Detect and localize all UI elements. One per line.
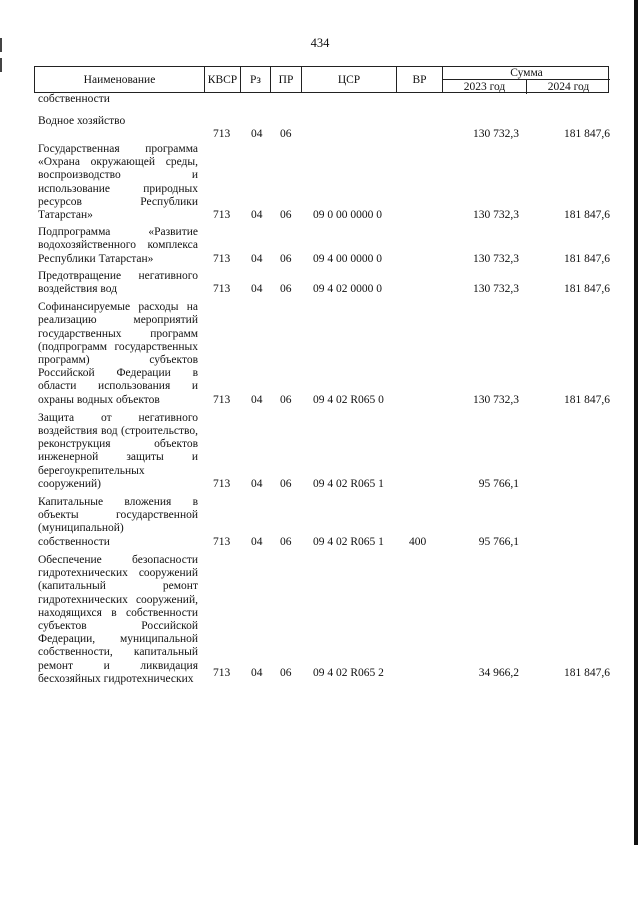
- header-name: Наименование: [35, 67, 205, 92]
- table-row: [0, 270, 640, 296]
- row-name: Государственная программа «Охрана окружающей среды, воспроизводство и использование природных ресурсов Республики Татарстан»: [38, 143, 198, 222]
- row-kvsr: 713: [213, 666, 231, 679]
- header-vr: ВР: [397, 67, 443, 92]
- row-rz: 04: [251, 477, 263, 490]
- row-rz: 04: [251, 127, 263, 140]
- row-rz: 04: [251, 666, 263, 679]
- row-name: Подпрограмма «Развитие водохозяйственного комплекса Республики Татарстан»: [38, 226, 198, 265]
- row-name: Капитальные вложения в объекты государственной (муниципальной) собственности: [38, 496, 198, 548]
- table-row: [0, 143, 640, 222]
- row-csr: 09 4 02 R065 1: [313, 477, 384, 490]
- row-sum-2023: 130 732,3: [473, 209, 519, 222]
- row-pr: 06: [280, 209, 292, 222]
- table-row: [0, 412, 640, 491]
- row-name: Предотвращение негативного воздействия вод: [38, 269, 198, 296]
- header-pr: ПР: [271, 67, 302, 92]
- row-rz: 04: [251, 283, 263, 296]
- row-sum-2024: 181 847,6: [564, 666, 610, 679]
- row-name: Водное хозяйство: [38, 115, 126, 127]
- row-kvsr: 713: [213, 209, 231, 222]
- header-sum: Сумма: [443, 67, 610, 80]
- row-sum-2023: 130 732,3: [473, 283, 519, 296]
- header-year-2024: 2024 год: [547, 81, 590, 93]
- row-sum-2023: 130 732,3: [473, 252, 519, 265]
- row-sum-2024: 181 847,6: [564, 283, 610, 296]
- row-name: Защита от негативного воздействия вод (строительство, реконструкция объектов инженерной защиты и берегоукрепительных сооружений): [38, 411, 198, 490]
- row-sum-2024: 181 847,6: [564, 252, 610, 265]
- row-sum-2024: 181 847,6: [564, 209, 610, 222]
- row-sum-2024: 181 847,6: [564, 127, 610, 140]
- row-csr: 09 4 02 R065 1: [313, 535, 384, 548]
- table-row: [0, 496, 640, 549]
- row-pr: 06: [280, 252, 292, 265]
- table-body: [0, 93, 640, 686]
- row-pr: 06: [280, 666, 292, 679]
- row-csr: 09 4 02 R065 2: [313, 666, 384, 679]
- row-sum-2023: 95 766,1: [478, 477, 519, 490]
- row-csr: 09 4 00 0000 0: [313, 252, 382, 265]
- table-row: [0, 93, 640, 111]
- row-csr: 09 4 02 0000 0: [313, 283, 382, 296]
- row-kvsr: 713: [213, 393, 231, 406]
- row-kvsr: 713: [213, 127, 231, 140]
- row-pr: 06: [280, 477, 292, 490]
- header-csr: ЦСР: [302, 67, 397, 92]
- row-sum-2023: 130 732,3: [473, 393, 519, 406]
- row-rz: 04: [251, 252, 263, 265]
- row-pr: 06: [280, 393, 292, 406]
- row-kvsr: 713: [213, 252, 231, 265]
- table-header: [34, 66, 609, 93]
- row-rz: 04: [251, 209, 263, 222]
- row-sum-2023: 34 966,2: [478, 666, 519, 679]
- row-csr: 09 0 00 0000 0: [313, 209, 382, 222]
- table-row: [0, 111, 640, 141]
- row-vr: 400: [409, 535, 427, 548]
- table-row: [0, 301, 640, 407]
- row-name: Софинансируемые расходы на реализацию мероприятий государственных программ (подпрограмм государственных программ) субъектов Российской Федерации в области использования и охраны водных объектов: [38, 301, 198, 406]
- row-name: Обеспечение безопасности гидротехнических сооружений (капитальный ремонт гидротехнических сооружений, находящихся в собственности субъектов Российской Федерации, муниципальной собственности, капитальный ремонт и ликвидация бесхозяйных гидротехнических: [38, 553, 198, 685]
- row-sum-2024: 181 847,6: [564, 393, 610, 406]
- row-pr: 06: [280, 283, 292, 296]
- row-kvsr: 713: [213, 535, 231, 548]
- page-number: 434: [310, 36, 330, 50]
- row-rz: 04: [251, 535, 263, 548]
- row-pr: 06: [280, 127, 292, 140]
- header-year-2023: 2023 год: [443, 80, 527, 94]
- row-csr: 09 4 02 R065 0: [313, 393, 384, 406]
- header-sum-group: [443, 67, 610, 92]
- row-rz: 04: [251, 393, 263, 406]
- scan-edge-mark: [0, 58, 2, 72]
- row-kvsr: 713: [213, 283, 231, 296]
- row-sum-2023: 95 766,1: [478, 535, 519, 548]
- row-name: собственности: [38, 93, 110, 105]
- header-rz: Рз: [241, 67, 271, 92]
- row-sum-2023: 130 732,3: [473, 127, 519, 140]
- row-kvsr: 713: [213, 477, 231, 490]
- row-pr: 06: [280, 535, 292, 548]
- table-row: [0, 554, 640, 686]
- header-kvsr: КВСР: [205, 67, 241, 92]
- table-row: [0, 226, 640, 266]
